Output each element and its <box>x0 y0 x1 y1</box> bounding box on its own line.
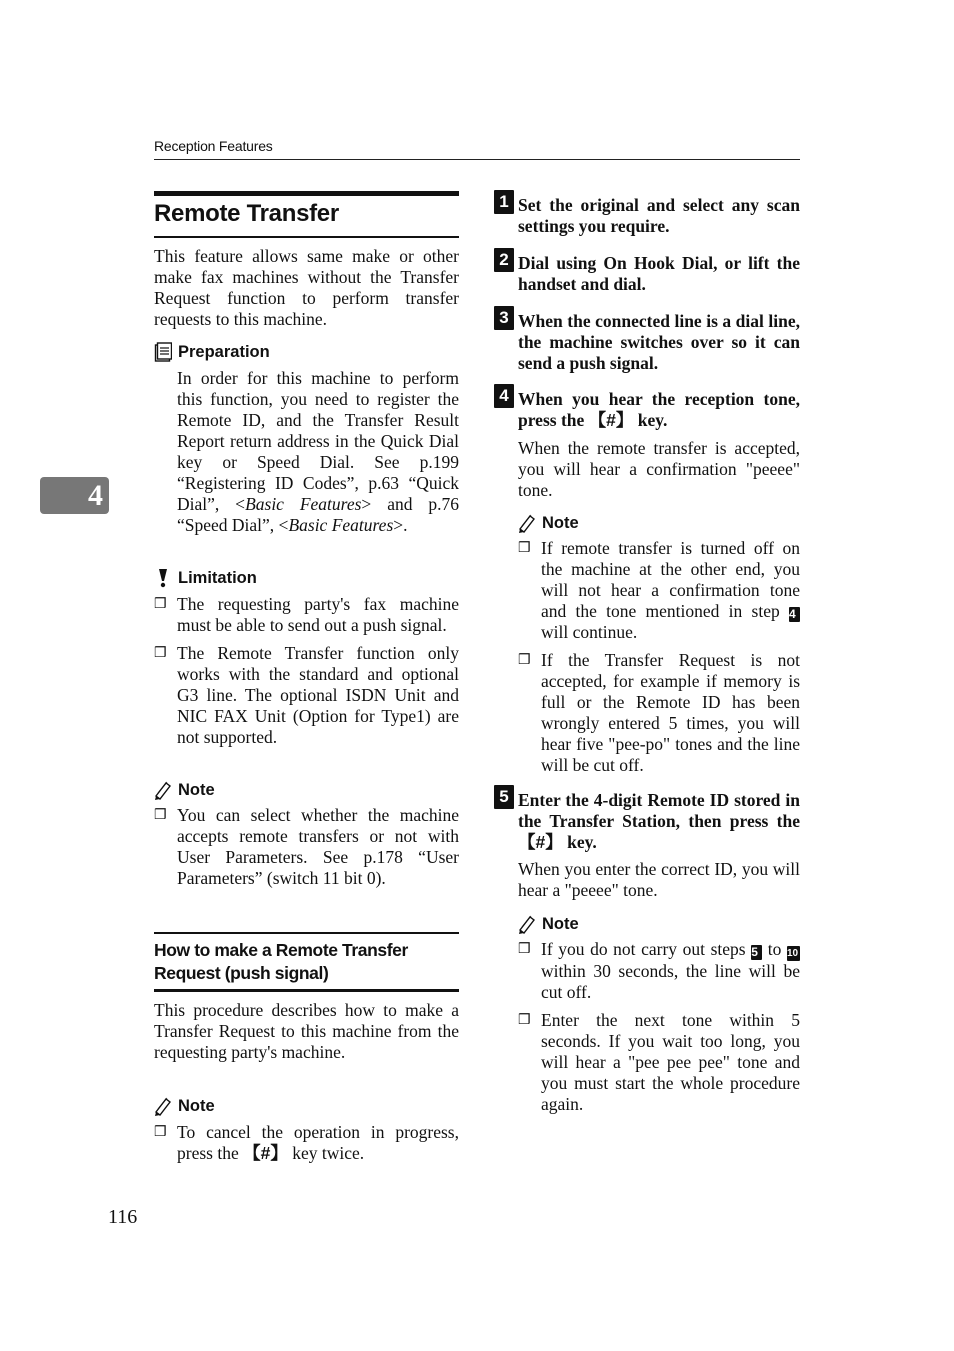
limitation-item-1: The requesting party's fax machine must be able to send out a push signal. <box>177 594 459 635</box>
step-ref-badge: 4 <box>789 607 800 622</box>
subsection-rule-bottom <box>154 989 459 992</box>
preparation-heading <box>154 342 270 362</box>
step-5-text-a: Enter the 4-digit Remote ID stored in the Transfer Station, then press the <box>518 790 800 831</box>
subsection-rule-top <box>154 932 459 934</box>
list-item <box>518 538 800 643</box>
preparation-text <box>177 368 459 536</box>
note1-list <box>154 805 459 889</box>
step-2-text: Dial using On Hook Dial, or lift the handset and dial. <box>518 253 800 294</box>
note3-item-1-text: If remote transfer is turned off on the machine at the other end, you will not hear a confirmation tone and the tone mentioned in step <box>541 538 800 621</box>
step-ref-badge: 5 <box>751 945 762 960</box>
step-5-badge: 5 <box>494 785 514 809</box>
note4-item-1-text: If you do not carry out steps <box>541 939 752 959</box>
running-title: Reception Features <box>154 138 273 154</box>
note3-item-1 <box>541 538 800 643</box>
pencil-icon <box>518 513 536 533</box>
checkbox-bullet-icon: ❒ <box>518 653 531 668</box>
note1-label: Note <box>178 780 215 799</box>
limitation-label: Limitation <box>178 568 257 587</box>
page-number: 116 <box>108 1206 138 1228</box>
preparation-italic-a: Basic Features <box>245 494 362 514</box>
preparation-italic-b: Basic Features <box>288 515 394 535</box>
note2-list <box>154 1122 459 1164</box>
step-4-badge: 4 <box>494 384 514 408</box>
note4-list <box>518 939 800 1115</box>
checkbox-bullet-icon: ❒ <box>154 646 167 661</box>
list-item <box>518 1010 800 1115</box>
subsection-intro: This procedure describes how to make a Transfer Request to this machine from the requesting party's machine. <box>154 1000 459 1062</box>
subsection-title: How to make a Remote Transfer Request (push signal) <box>154 940 408 983</box>
note3-label: Note <box>542 513 579 532</box>
running-header <box>154 138 800 160</box>
checkbox-bullet-icon: ❒ <box>518 1013 531 1028</box>
note1-heading <box>154 780 215 800</box>
limitation-item-2: The Remote Transfer function only works with the standard and optional G3 line. The optional ISDN Unit and NIC FAX Unit (Option for Type1) are not supported. <box>177 643 459 747</box>
notepad-icon <box>154 342 172 362</box>
preparation-text-c: >. <box>393 515 408 535</box>
chapter-tab <box>40 477 109 514</box>
list-item <box>154 805 459 889</box>
chapter-number: 4 <box>88 478 103 512</box>
preparation-label: Preparation <box>178 342 270 361</box>
step-ref-badge: 10 <box>787 948 799 959</box>
note3-item-1-end: will continue. <box>541 622 638 642</box>
step-5-detail: When you enter the correct ID, you will hear a "peeee" tone. <box>518 859 800 900</box>
note4-item-1-mid: to <box>762 939 787 959</box>
note4-item-1-end: within 30 seconds, the line will be cut off. <box>541 961 800 1002</box>
note4-item-1 <box>541 939 800 1003</box>
list-item <box>518 650 800 776</box>
note2-item-text: To cancel the operation in progress, press the <box>177 1122 459 1163</box>
section-title: Remote Transfer <box>154 200 339 227</box>
list-item <box>154 643 459 748</box>
title-rule-top <box>154 191 459 196</box>
limitation-heading <box>154 568 257 588</box>
note2-label: Note <box>178 1096 215 1115</box>
note1-item-1: You can select whether the machine accepts remote transfers or not with User Parameters. See p.178 “User Parameters” (switch 11 bit 0). <box>177 805 459 888</box>
step-4-detail: When the remote transfer is accepted, you will hear a confirmation "peeee" tone. <box>518 438 800 500</box>
section-intro: This feature allows same make or other make fax machines without the Transfer Request function to perform transfer requests to this machine. <box>154 246 459 329</box>
pencil-icon <box>154 780 172 800</box>
checkbox-bullet-icon: ❒ <box>518 942 531 957</box>
step-4-text-b: key. <box>633 410 668 430</box>
list-item <box>154 594 459 636</box>
checkbox-bullet-icon: ❒ <box>154 597 167 612</box>
note2-item-1 <box>177 1122 459 1164</box>
note3-list <box>518 538 800 776</box>
pencil-icon <box>518 914 536 934</box>
step-1-badge: 1 <box>494 190 514 214</box>
note2-heading <box>154 1096 215 1116</box>
hash-key-icon: 【#】 <box>243 1143 288 1163</box>
step-3-badge: 3 <box>494 306 514 330</box>
preparation-text-a: In order for this machine to perform this function, you need to register the Remote ID, and the Transfer Result Report return address in the Quick Dial key or Speed Dial. See p.199 “Registering ID Codes”, p.63 “Quick Dial”, < <box>177 368 459 514</box>
list-item <box>518 939 800 1003</box>
step-4-text-a: When you hear the reception tone, press the <box>518 389 800 430</box>
note4-heading <box>518 914 579 934</box>
preparation-text-b: > and p.76 “Speed Dial”, < <box>177 494 460 535</box>
limitation-list <box>154 594 459 748</box>
step-4-text <box>518 389 800 431</box>
step-1-text: Set the original and select any scan settings you require. <box>518 195 800 236</box>
hash-key-icon: 【#】 <box>518 832 563 852</box>
note2-item-text-end: key twice. <box>287 1143 365 1163</box>
note4-label: Note <box>542 914 579 933</box>
step-5-text-b: key. <box>562 832 597 852</box>
checkbox-bullet-icon: ❒ <box>518 541 531 556</box>
step-5-text <box>518 790 800 853</box>
note3-heading <box>518 513 579 533</box>
title-rule-bottom <box>154 236 459 238</box>
checkbox-bullet-icon: ❒ <box>154 1125 167 1140</box>
note3-item-2: If the Transfer Request is not accepted, for example if memory is full or the Remote ID has been wrongly entered 5 times, you will hear five "pee-po" tones and the line will be cut off. <box>541 650 800 775</box>
list-item <box>154 1122 459 1164</box>
hash-key-icon: 【#】 <box>588 410 634 430</box>
step-3-text: When the connected line is a dial line, the machine switches over so it can send a push signal. <box>518 311 800 373</box>
exclamation-icon <box>154 568 172 588</box>
pencil-icon <box>154 1096 172 1116</box>
checkbox-bullet-icon: ❒ <box>154 808 167 823</box>
note4-item-2: Enter the next tone within 5 seconds. If you wait too long, you will hear a "pee pee pee" tone and you must start the whole procedure again. <box>541 1010 800 1114</box>
step-2-badge: 2 <box>494 248 514 272</box>
